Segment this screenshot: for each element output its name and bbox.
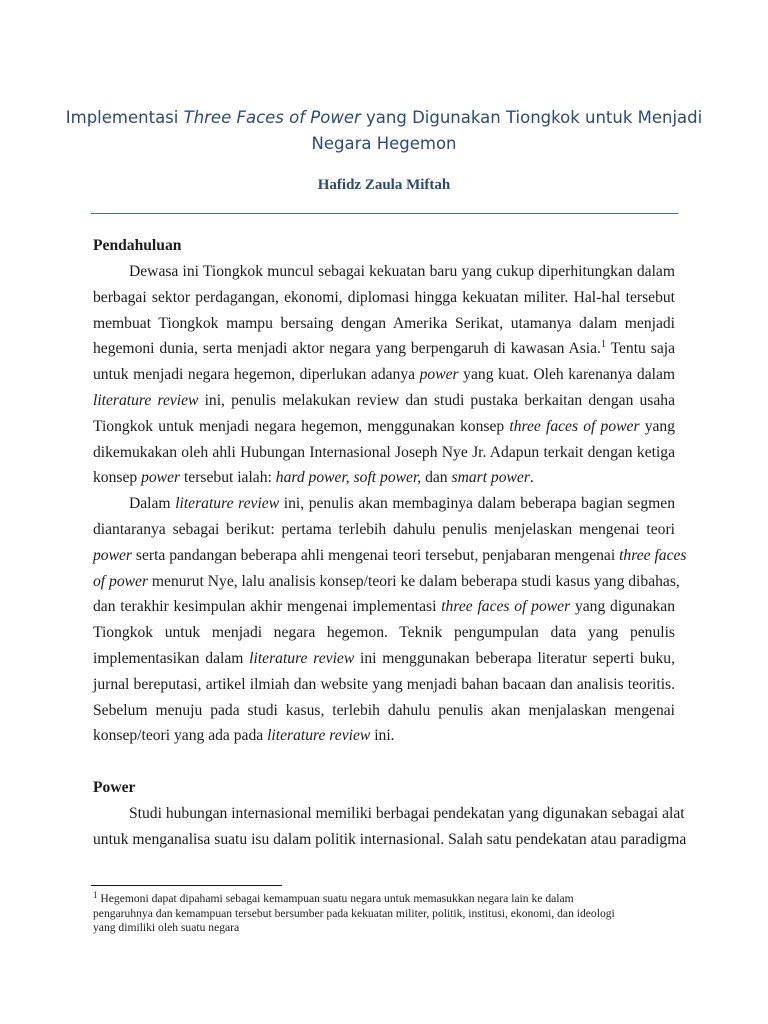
section-heading-pendahuluan: Pendahuluan — [93, 237, 182, 254]
paragraph-line: untuk menganalisa suatu isu dalam politik internasional. Salah satu pendekatan atau paradigma — [93, 830, 687, 848]
paragraph-line: berbagai sektor perdagangan, ekonomi, diplomasi hingga kekuatan militer. Hal-hal tersebut — [93, 288, 675, 306]
footnote-divider — [91, 885, 282, 886]
paragraph-line: dan terakhir kesimpulan akhir mengenai implementasi three faces of power yang digunakan — [93, 598, 675, 616]
paragraph-line: literature review ini, penulis melakukan review dan studi pustaka berkaitan dengan usaha — [93, 391, 675, 409]
footnote-reference[interactable]: 1 — [600, 339, 606, 351]
title-pre: Implementasi — [65, 108, 184, 127]
paragraph-line: diantaranya sebagai berikut: pertama terlebih dahulu penulis menjelaskan mengenai teori — [93, 520, 675, 538]
paragraph-3 — [93, 801, 687, 853]
paragraph-line: power serta pandangan beberapa ahli mengenai teori tersebut, penjabaran mengenai three faces — [93, 546, 687, 564]
paragraph-line: dikemukakan oleh ahli Hubungan Internasional Joseph Nye Jr. Adapun terkait dengan ketiga — [93, 443, 675, 461]
paragraph-1 — [93, 259, 675, 491]
paragraph-line: Tiongkok untuk menjadi negara hegemon. Teknik pengumpulan data yang penulis — [93, 624, 675, 642]
paragraph-line: Sebelum menuju pada studi kasus, terlebih dahulu penulis akan menjalaskan mengenai — [93, 701, 675, 719]
paragraph-line: implementasikan dalam literature review ini menggunakan beberapa literatur seperti buku, — [93, 649, 675, 667]
paragraph-line: Tiongkok untuk menjadi negara hegemon, menggunakan konsep three faces of power yang — [93, 417, 676, 435]
paragraph-line: membuat Tiongkok mampu bersaing dengan Amerika Serikat, utamanya dalam menjadi — [93, 314, 675, 332]
footnote-line: pengaruhnya dan kemampuan tersebut bersumber pada kekuatan militer, politik, institusi, ekonomi, dan ideologi — [93, 906, 615, 920]
paragraph-line: Studi hubungan internasional memiliki berbagai pendekatan yang digunakan sebagai alat — [129, 805, 685, 823]
title-line-2: Negara Hegemon — [311, 134, 457, 153]
paragraph-line: Dewasa ini Tiongkok muncul sebagai kekuatan baru yang cukup diperhitungkan dalam — [129, 263, 675, 280]
section-heading-power: Power — [93, 779, 136, 797]
document-title — [60, 105, 708, 157]
paragraph-line: Dalam literature review ini, penulis akan membaginya dalam beberapa bagian segmen — [129, 495, 675, 513]
footnote-marker: 1 — [93, 890, 98, 900]
title-divider — [91, 213, 678, 214]
title-emphasis: Three Faces of Power — [183, 108, 361, 127]
paragraph-line: konsep power tersebut ialah: hard power, soft power, dan smart power. — [93, 469, 534, 487]
footnote-line: $^1$ Hegemoni dapat dipahami sebagai kemampuan suatu negara untuk memasukkan negara lain ke dalam — [93, 890, 574, 905]
paragraph-line: jurnal bereputasi, artikel ilmiah dan website yang menjadi bahan bacaan dan analisis teoritis. — [93, 675, 675, 693]
paragraph-line: untuk menjadi negara hegemon, diperlukan adanya power yang kuat. Oleh karenanya dalam — [93, 366, 675, 384]
title-line-1 — [60, 105, 708, 131]
paragraph-line: konsep/teori yang ada pada literature review ini. — [93, 727, 395, 745]
document-body — [93, 233, 687, 853]
paragraph-line: of power menurut Nye, lalu analisis konsep/teori ke dalam beberapa studi kasus yang dibahas, — [93, 572, 680, 590]
footnote — [93, 892, 678, 936]
paragraph-2 — [93, 491, 687, 749]
author-name: Hafidz Zaula Miftah — [317, 177, 451, 193]
title-post: yang Digunakan Tiongkok untuk Menjadi — [360, 108, 703, 127]
footnote-line: yang dimiliki oleh suatu negara — [93, 921, 240, 935]
paragraph-line: hegemoni dunia, serta menjadi aktor negara yang berpengaruh di kawasan Asia.$^1$ Tentu saja — [93, 339, 675, 358]
